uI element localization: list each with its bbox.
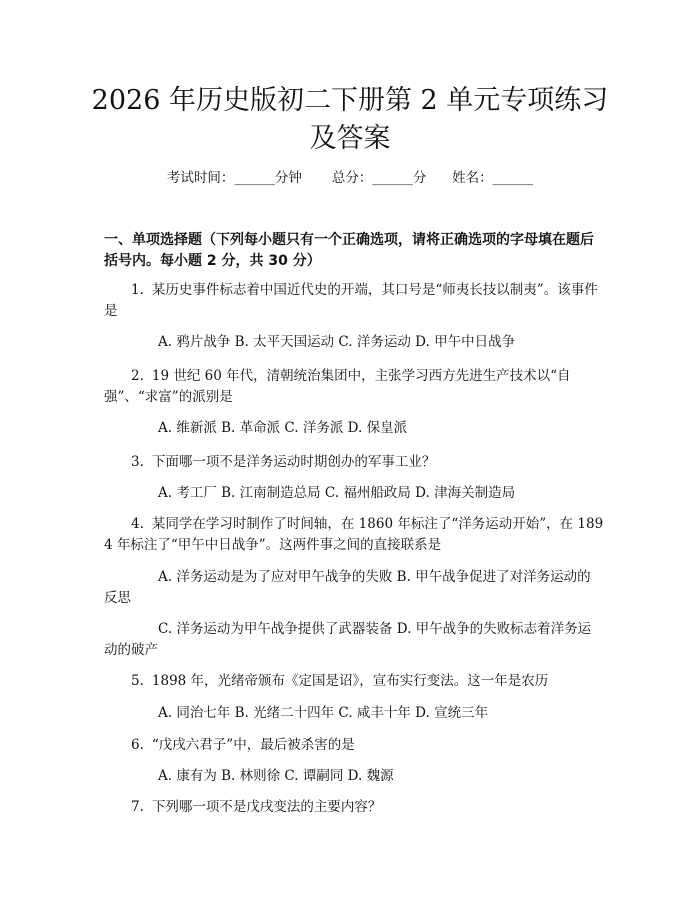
time-blank: ______ <box>234 170 275 186</box>
score-label: 总分： <box>331 170 373 186</box>
question-stem <box>104 452 604 473</box>
question-text: 下面哪一项不是洋务运动时期创办的军事工业？ <box>151 454 436 470</box>
question-text: “戊戌六君子”中，最后被杀害的是 <box>151 737 355 753</box>
question-stem <box>104 366 604 408</box>
question-number: 4. <box>131 516 144 532</box>
question-number: 6. <box>131 737 144 753</box>
question-options: A. 同治七年 B. 光绪二十四年 C. 咸丰十年 D. 宣统三年 <box>158 705 489 721</box>
time-unit: 分钟 <box>274 170 302 186</box>
section-heading: 一、单项选择题（下列每小题只有一个正确选项，请将正确选项的字母填在题后括号内。每小题 2 分，共 30 分） <box>104 232 594 269</box>
question-options: A. 鸦片战争 B. 太平天国运动 C. 洋务运动 D. 甲午中日战争 <box>158 334 516 350</box>
question-text: 19 世纪 60 年代，清朝统治集团中，主张学习西方先进生产技术以“自强”、“求富”的派别是 <box>104 368 571 405</box>
question-number: 2. <box>131 368 144 384</box>
exam-info-line <box>0 168 700 188</box>
question-options: A. 考工厂 B. 江南制造总局 C. 福州船政局 D. 津海关制造局 <box>158 485 516 501</box>
name-blank: ______ <box>492 170 534 186</box>
question-number: 5. <box>131 673 144 689</box>
document-title: 2026 年历史版初二下册第 2 单元专项练习及答案 <box>91 85 609 154</box>
question-text: 下列哪一项不是戊戌变法的主要内容？ <box>151 799 382 815</box>
question-options: A. 洋务运动是为了应对甲午战争的失败 B. 甲午战争促进了对洋务运动的反思 <box>104 569 591 606</box>
question-stem <box>104 797 604 818</box>
question-stem <box>104 514 604 556</box>
question-text: 某同学在学习时制作了时间轴，在 1860 年标注了“洋务运动开始”，在 1894 年标注了“甲午中日战争”。这两件事之间的直接联系是 <box>104 516 604 553</box>
question-options: A. 维新派 B. 革命派 C. 洋务派 D. 保皇派 <box>158 420 408 436</box>
name-label: 姓名： <box>452 170 493 186</box>
question-options: A. 康有为 B. 林则徐 C. 谭嗣同 D. 魏源 <box>158 768 394 784</box>
question-number: 1. <box>131 282 144 298</box>
question-text: 1898 年，光绪帝颁布《定国是诏》，宣布实行变法。这一年是农历 <box>151 673 549 689</box>
question-stem <box>104 735 604 756</box>
question-stem <box>104 671 604 692</box>
question-stem <box>104 280 604 322</box>
question-number: 3. <box>131 454 144 470</box>
score-blank: ______ <box>372 170 413 186</box>
time-label: 考试时间： <box>166 170 235 186</box>
question-number: 7. <box>131 799 144 815</box>
question-text: 某历史事件标志着中国近代史的开端，其口号是“师夷长技以制夷”。该事件是 <box>104 282 598 319</box>
question-options: C. 洋务运动为甲午战争提供了武器装备 D. 甲午战争的失败标志着洋务运动的破产 <box>104 621 592 658</box>
score-unit: 分 <box>412 170 427 186</box>
